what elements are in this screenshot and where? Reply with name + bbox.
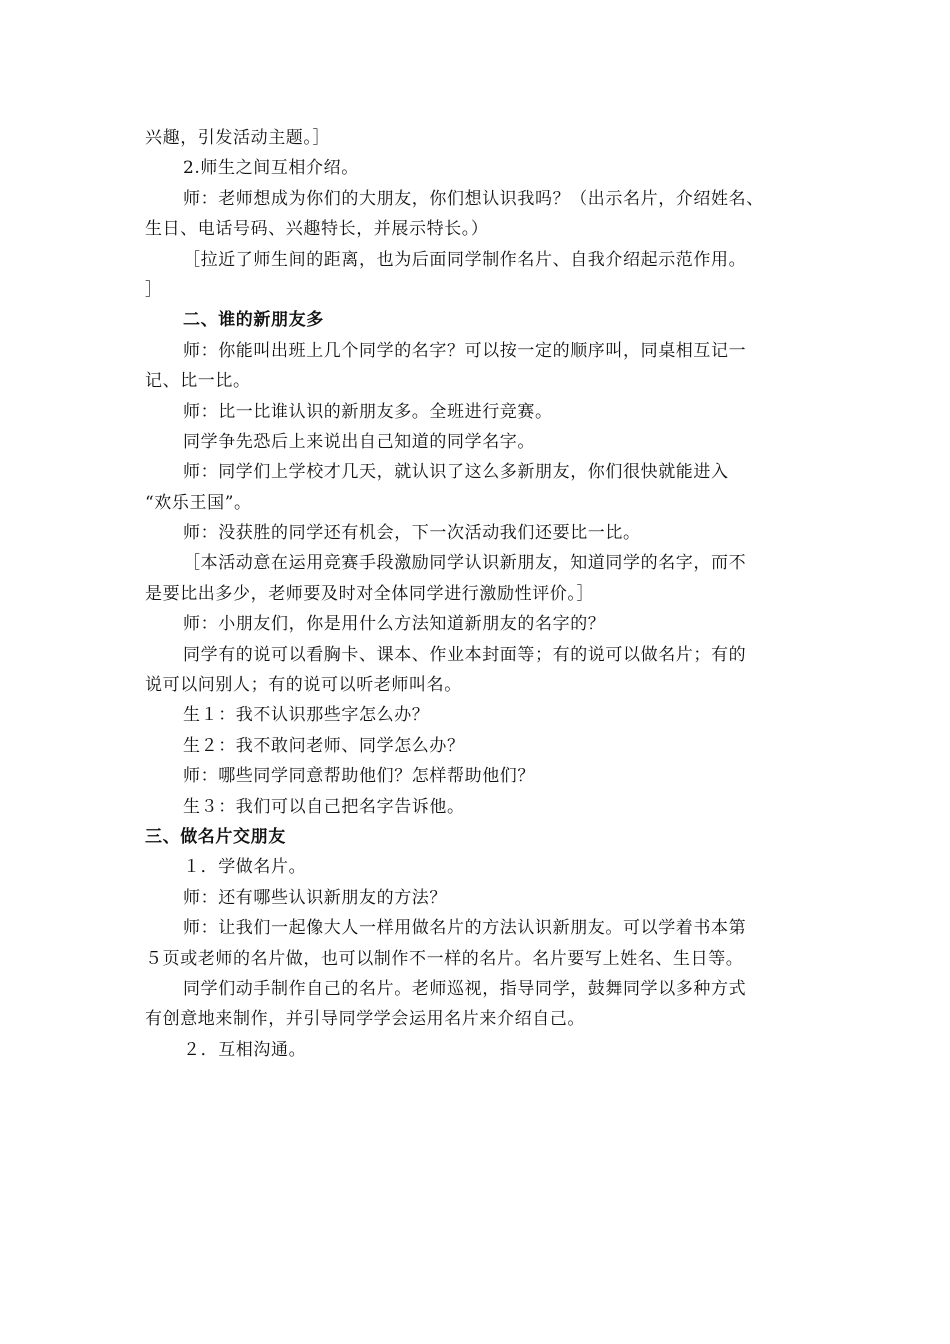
- text-line: 师：没获胜的同学还有机会，下一次活动我们还要比一比。: [183, 523, 641, 544]
- section-heading: 三、做名片交朋友: [145, 826, 286, 847]
- text-line: ［本活动意在运用竞赛手段激励同学认识新朋友，知道同学的名字，而不: [183, 553, 747, 574]
- text-line: １．学做名片。: [183, 857, 307, 878]
- document-body: [145, 123, 805, 1065]
- text-line: 有创意地来制作，并引导同学学会运用名片来介绍自己。: [145, 1009, 585, 1030]
- text-line: 2.师生之间互相介绍。: [183, 158, 359, 179]
- text-line: 师：你能叫出班上几个同学的名字？可以按一定的顺序叫，同桌相互记一: [183, 340, 747, 361]
- text-line: 生１：我不认识那些字怎么办？: [183, 705, 430, 726]
- text-line: “欢乐王国”。: [145, 492, 252, 513]
- text-line: ］: [145, 279, 163, 300]
- text-line: 记、比一比。: [145, 371, 251, 392]
- text-line: ２．互相沟通。: [183, 1039, 307, 1060]
- text-line: 师：小朋友们，你是用什么方法知道新朋友的名字的？: [183, 614, 606, 635]
- text-line: 生３：我们可以自己把名字告诉他。: [183, 796, 465, 817]
- text-line: 师：还有哪些认识新朋友的方法？: [183, 887, 447, 908]
- text-line: 说可以问别人；有的说可以听老师叫名。: [145, 675, 462, 696]
- text-line: 同学们动手制作自己的名片。老师巡视，指导同学，鼓舞同学以多种方式: [183, 978, 747, 999]
- text-line: 师：老师想成为你们的大朋友，你们想认识我吗？（出示名片，介绍姓名、: [183, 188, 764, 209]
- text-line: 师：比一比谁认识的新朋友多。全班进行竞赛。: [183, 401, 553, 422]
- text-line: 生２：我不敢问老师、同学怎么办？: [183, 735, 465, 756]
- text-line: 师：让我们一起像大人一样用做名片的方法认识新朋友。可以学着书本第: [183, 918, 747, 939]
- text-line: ５页或老师的名片做，也可以制作不一样的名片。名片要写上姓名、生日等。: [145, 948, 744, 969]
- text-line: 生日、电话号码、兴趣特长，并展示特长。）: [145, 219, 489, 240]
- text-line: ［拉近了师生间的距离，也为后面同学制作名片、自我介绍起示范作用。: [183, 249, 747, 270]
- text-line: 同学有的说可以看胸卡、课本、作业本封面等；有的说可以做名片；有的: [183, 644, 747, 665]
- text-line: 同学争先恐后上来说出自己知道的同学名字。: [183, 431, 535, 452]
- text-line: 是要比出多少，老师要及时对全体同学进行激励性评价。］: [145, 583, 595, 604]
- text-line: 师：哪些同学同意帮助他们？怎样帮助他们？: [183, 766, 535, 787]
- section-heading: 二、谁的新朋友多: [183, 310, 324, 331]
- text-line: 兴趣，引发活动主题。］: [145, 128, 331, 148]
- text-line: 师：同学们上学校才几天，就认识了这么多新朋友，你们很快就能进入: [183, 462, 729, 483]
